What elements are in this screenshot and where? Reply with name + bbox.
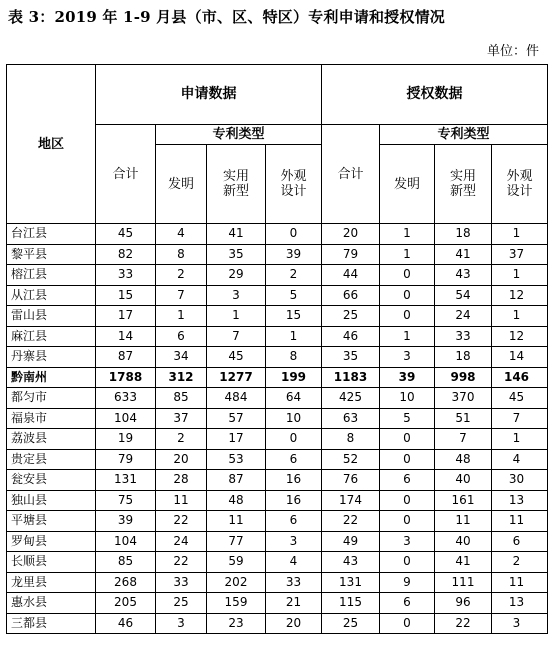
value-cell-app-design: 64 [266, 388, 322, 409]
value-cell-app-design: 6 [266, 449, 322, 470]
value-cell-grant-total: 425 [322, 388, 380, 409]
value-cell-app-design: 1 [266, 326, 322, 347]
value-cell-grant-total: 25 [322, 306, 380, 327]
grant-utility-header [435, 145, 492, 224]
value-cell-grant-inv: 0 [380, 613, 435, 634]
grant-patent-type-header: 专利类型 [380, 125, 548, 145]
value-cell-app-design: 20 [266, 613, 322, 634]
value-cell-app-design: 199 [266, 367, 322, 388]
value-cell-grant-design: 12 [492, 285, 548, 306]
table-row [7, 531, 548, 552]
value-cell-grant-inv: 5 [380, 408, 435, 429]
region-cell: 麻江县 [7, 326, 96, 347]
region-header: 地区 [7, 65, 96, 224]
value-cell-grant-total: 49 [322, 531, 380, 552]
table-row [7, 449, 548, 470]
value-cell-app-inv: 6 [156, 326, 207, 347]
value-cell-app-design: 39 [266, 244, 322, 265]
app-design-line1: 外观 [280, 169, 307, 184]
region-cell: 丹寨县 [7, 347, 96, 368]
value-cell-app-total: 79 [96, 449, 156, 470]
value-cell-grant-util: 22 [435, 613, 492, 634]
value-cell-grant-total: 46 [322, 326, 380, 347]
value-cell-app-total: 633 [96, 388, 156, 409]
value-cell-app-util: 7 [207, 326, 266, 347]
value-cell-grant-inv: 0 [380, 511, 435, 532]
value-cell-grant-inv: 3 [380, 347, 435, 368]
table-body [7, 224, 548, 634]
value-cell-grant-util: 161 [435, 490, 492, 511]
value-cell-app-inv: 20 [156, 449, 207, 470]
value-cell-grant-design: 6 [492, 531, 548, 552]
value-cell-app-total: 1788 [96, 367, 156, 388]
value-cell-grant-design: 146 [492, 367, 548, 388]
value-cell-app-inv: 25 [156, 593, 207, 614]
value-cell-grant-design: 30 [492, 470, 548, 491]
value-cell-app-inv: 22 [156, 552, 207, 573]
value-cell-grant-design: 12 [492, 326, 548, 347]
table-title: 表 3：2019 年 1-9 月县（市、区、特区）专利申请和授权情况 [8, 8, 445, 26]
value-cell-grant-inv: 10 [380, 388, 435, 409]
value-cell-grant-total: 79 [322, 244, 380, 265]
value-cell-app-util: 48 [207, 490, 266, 511]
value-cell-grant-util: 48 [435, 449, 492, 470]
value-cell-grant-total: 52 [322, 449, 380, 470]
table-row [7, 388, 548, 409]
value-cell-grant-total: 35 [322, 347, 380, 368]
value-cell-grant-design: 11 [492, 511, 548, 532]
value-cell-grant-util: 96 [435, 593, 492, 614]
value-cell-app-design: 10 [266, 408, 322, 429]
region-cell: 三都县 [7, 613, 96, 634]
value-cell-app-util: 1277 [207, 367, 266, 388]
region-cell: 龙里县 [7, 572, 96, 593]
region-cell: 福泉市 [7, 408, 96, 429]
app-design-line2: 设计 [280, 184, 307, 199]
table-row [7, 347, 548, 368]
value-cell-app-inv: 28 [156, 470, 207, 491]
value-cell-grant-total: 25 [322, 613, 380, 634]
value-cell-grant-util: 41 [435, 244, 492, 265]
value-cell-app-inv: 85 [156, 388, 207, 409]
value-cell-grant-total: 8 [322, 429, 380, 450]
patent-table [6, 64, 548, 634]
value-cell-grant-total: 174 [322, 490, 380, 511]
value-cell-app-util: 1 [207, 306, 266, 327]
table-row [7, 511, 548, 532]
value-cell-grant-util: 24 [435, 306, 492, 327]
app-total-header: 合计 [96, 125, 156, 224]
value-cell-app-util: 484 [207, 388, 266, 409]
value-cell-grant-inv: 0 [380, 306, 435, 327]
value-cell-app-total: 104 [96, 408, 156, 429]
grant-invention-header: 发明 [380, 145, 435, 224]
value-cell-grant-inv: 0 [380, 265, 435, 286]
value-cell-app-inv: 4 [156, 224, 207, 245]
region-cell: 贵定县 [7, 449, 96, 470]
value-cell-app-total: 39 [96, 511, 156, 532]
value-cell-app-design: 3 [266, 531, 322, 552]
value-cell-grant-design: 1 [492, 224, 548, 245]
table-row [7, 224, 548, 245]
value-cell-app-inv: 22 [156, 511, 207, 532]
unit-label: 单位：件 [486, 44, 539, 59]
value-cell-grant-inv: 1 [380, 244, 435, 265]
value-cell-grant-util: 33 [435, 326, 492, 347]
grant-design-header [492, 145, 548, 224]
value-cell-grant-design: 1 [492, 265, 548, 286]
value-cell-grant-util: 40 [435, 470, 492, 491]
region-cell: 雷山县 [7, 306, 96, 327]
table-row [7, 490, 548, 511]
value-cell-app-total: 82 [96, 244, 156, 265]
value-cell-app-total: 268 [96, 572, 156, 593]
value-cell-app-total: 131 [96, 470, 156, 491]
region-cell: 惠水县 [7, 593, 96, 614]
value-cell-grant-inv: 9 [380, 572, 435, 593]
value-cell-app-inv: 2 [156, 265, 207, 286]
value-cell-app-inv: 33 [156, 572, 207, 593]
region-cell: 瓮安县 [7, 470, 96, 491]
value-cell-app-inv: 37 [156, 408, 207, 429]
grant-utility-line1: 实用 [449, 169, 476, 184]
table-row [7, 265, 548, 286]
region-cell: 从江县 [7, 285, 96, 306]
region-cell: 台江县 [7, 224, 96, 245]
app-patent-type-header: 专利类型 [156, 125, 322, 145]
value-cell-app-design: 8 [266, 347, 322, 368]
table-row [7, 572, 548, 593]
value-cell-grant-design: 13 [492, 490, 548, 511]
value-cell-app-design: 4 [266, 552, 322, 573]
table-row [7, 326, 548, 347]
value-cell-grant-util: 18 [435, 224, 492, 245]
region-cell: 长顺县 [7, 552, 96, 573]
value-cell-app-design: 21 [266, 593, 322, 614]
value-cell-app-design: 0 [266, 224, 322, 245]
value-cell-app-total: 14 [96, 326, 156, 347]
value-cell-grant-inv: 0 [380, 449, 435, 470]
region-cell: 独山县 [7, 490, 96, 511]
value-cell-app-total: 205 [96, 593, 156, 614]
value-cell-app-util: 23 [207, 613, 266, 634]
value-cell-grant-design: 3 [492, 613, 548, 634]
value-cell-grant-design: 13 [492, 593, 548, 614]
value-cell-grant-inv: 0 [380, 429, 435, 450]
value-cell-grant-inv: 1 [380, 326, 435, 347]
app-invention-header: 发明 [156, 145, 207, 224]
grant-design-line2: 设计 [506, 184, 533, 199]
value-cell-app-inv: 1 [156, 306, 207, 327]
value-cell-app-util: 159 [207, 593, 266, 614]
value-cell-app-inv: 11 [156, 490, 207, 511]
value-cell-app-util: 45 [207, 347, 266, 368]
region-cell: 平塘县 [7, 511, 96, 532]
value-cell-app-design: 2 [266, 265, 322, 286]
region-cell: 罗甸县 [7, 531, 96, 552]
value-cell-app-total: 15 [96, 285, 156, 306]
grant-utility-line2: 新型 [449, 184, 476, 199]
value-cell-grant-total: 63 [322, 408, 380, 429]
value-cell-grant-util: 998 [435, 367, 492, 388]
value-cell-grant-design: 1 [492, 306, 548, 327]
value-cell-grant-inv: 0 [380, 285, 435, 306]
value-cell-grant-inv: 3 [380, 531, 435, 552]
value-cell-grant-total: 131 [322, 572, 380, 593]
value-cell-app-util: 53 [207, 449, 266, 470]
table-row [7, 470, 548, 491]
value-cell-app-inv: 312 [156, 367, 207, 388]
value-cell-app-design: 6 [266, 511, 322, 532]
table-header [7, 65, 548, 224]
value-cell-app-design: 0 [266, 429, 322, 450]
value-cell-grant-inv: 0 [380, 552, 435, 573]
table-row [7, 429, 548, 450]
table-row [7, 552, 548, 573]
value-cell-grant-inv: 39 [380, 367, 435, 388]
value-cell-app-design: 16 [266, 490, 322, 511]
value-cell-grant-inv: 6 [380, 470, 435, 491]
region-cell: 黎平县 [7, 244, 96, 265]
value-cell-app-design: 15 [266, 306, 322, 327]
value-cell-app-util: 87 [207, 470, 266, 491]
value-cell-grant-design: 7 [492, 408, 548, 429]
value-cell-grant-total: 22 [322, 511, 380, 532]
table-row [7, 285, 548, 306]
value-cell-grant-util: 43 [435, 265, 492, 286]
value-cell-app-inv: 34 [156, 347, 207, 368]
value-cell-app-total: 33 [96, 265, 156, 286]
value-cell-grant-inv: 0 [380, 490, 435, 511]
value-cell-app-total: 17 [96, 306, 156, 327]
table-row [7, 408, 548, 429]
value-cell-grant-util: 7 [435, 429, 492, 450]
table-row [7, 593, 548, 614]
table-row [7, 367, 548, 388]
value-cell-grant-util: 11 [435, 511, 492, 532]
value-cell-grant-total: 20 [322, 224, 380, 245]
value-cell-app-inv: 2 [156, 429, 207, 450]
value-cell-app-inv: 3 [156, 613, 207, 634]
value-cell-app-util: 17 [207, 429, 266, 450]
value-cell-app-total: 19 [96, 429, 156, 450]
value-cell-app-total: 46 [96, 613, 156, 634]
value-cell-app-util: 11 [207, 511, 266, 532]
value-cell-grant-design: 1 [492, 429, 548, 450]
value-cell-grant-total: 115 [322, 593, 380, 614]
value-cell-app-inv: 8 [156, 244, 207, 265]
grant-total-header: 合计 [322, 125, 380, 224]
value-cell-grant-total: 44 [322, 265, 380, 286]
value-cell-grant-util: 54 [435, 285, 492, 306]
value-cell-app-util: 202 [207, 572, 266, 593]
value-cell-grant-util: 18 [435, 347, 492, 368]
grant-group-header: 授权数据 [322, 65, 548, 125]
value-cell-app-total: 104 [96, 531, 156, 552]
value-cell-grant-design: 37 [492, 244, 548, 265]
value-cell-grant-design: 45 [492, 388, 548, 409]
value-cell-grant-design: 4 [492, 449, 548, 470]
value-cell-grant-inv: 1 [380, 224, 435, 245]
value-cell-app-design: 16 [266, 470, 322, 491]
value-cell-grant-design: 11 [492, 572, 548, 593]
value-cell-grant-util: 370 [435, 388, 492, 409]
value-cell-app-inv: 7 [156, 285, 207, 306]
value-cell-grant-total: 43 [322, 552, 380, 573]
value-cell-grant-total: 66 [322, 285, 380, 306]
value-cell-app-total: 45 [96, 224, 156, 245]
value-cell-app-util: 59 [207, 552, 266, 573]
app-utility-line1: 实用 [222, 169, 249, 184]
value-cell-app-util: 35 [207, 244, 266, 265]
value-cell-app-design: 5 [266, 285, 322, 306]
app-utility-line2: 新型 [222, 184, 249, 199]
value-cell-app-total: 75 [96, 490, 156, 511]
value-cell-grant-design: 2 [492, 552, 548, 573]
value-cell-app-util: 3 [207, 285, 266, 306]
value-cell-app-inv: 24 [156, 531, 207, 552]
value-cell-grant-design: 14 [492, 347, 548, 368]
value-cell-app-design: 33 [266, 572, 322, 593]
table-row [7, 244, 548, 265]
value-cell-grant-util: 111 [435, 572, 492, 593]
region-cell: 荔波县 [7, 429, 96, 450]
value-cell-app-util: 77 [207, 531, 266, 552]
value-cell-grant-total: 76 [322, 470, 380, 491]
value-cell-grant-util: 40 [435, 531, 492, 552]
region-cell: 黔南州 [7, 367, 96, 388]
application-group-header: 申请数据 [96, 65, 322, 125]
value-cell-app-util: 57 [207, 408, 266, 429]
value-cell-grant-inv: 6 [380, 593, 435, 614]
value-cell-app-total: 85 [96, 552, 156, 573]
app-design-header [266, 145, 322, 224]
value-cell-grant-util: 41 [435, 552, 492, 573]
region-cell: 都匀市 [7, 388, 96, 409]
value-cell-grant-util: 51 [435, 408, 492, 429]
value-cell-grant-total: 1183 [322, 367, 380, 388]
value-cell-app-util: 29 [207, 265, 266, 286]
value-cell-app-util: 41 [207, 224, 266, 245]
app-utility-header [207, 145, 266, 224]
value-cell-app-total: 87 [96, 347, 156, 368]
table-row [7, 306, 548, 327]
grant-design-line1: 外观 [506, 169, 533, 184]
table-row [7, 613, 548, 634]
region-cell: 榕江县 [7, 265, 96, 286]
